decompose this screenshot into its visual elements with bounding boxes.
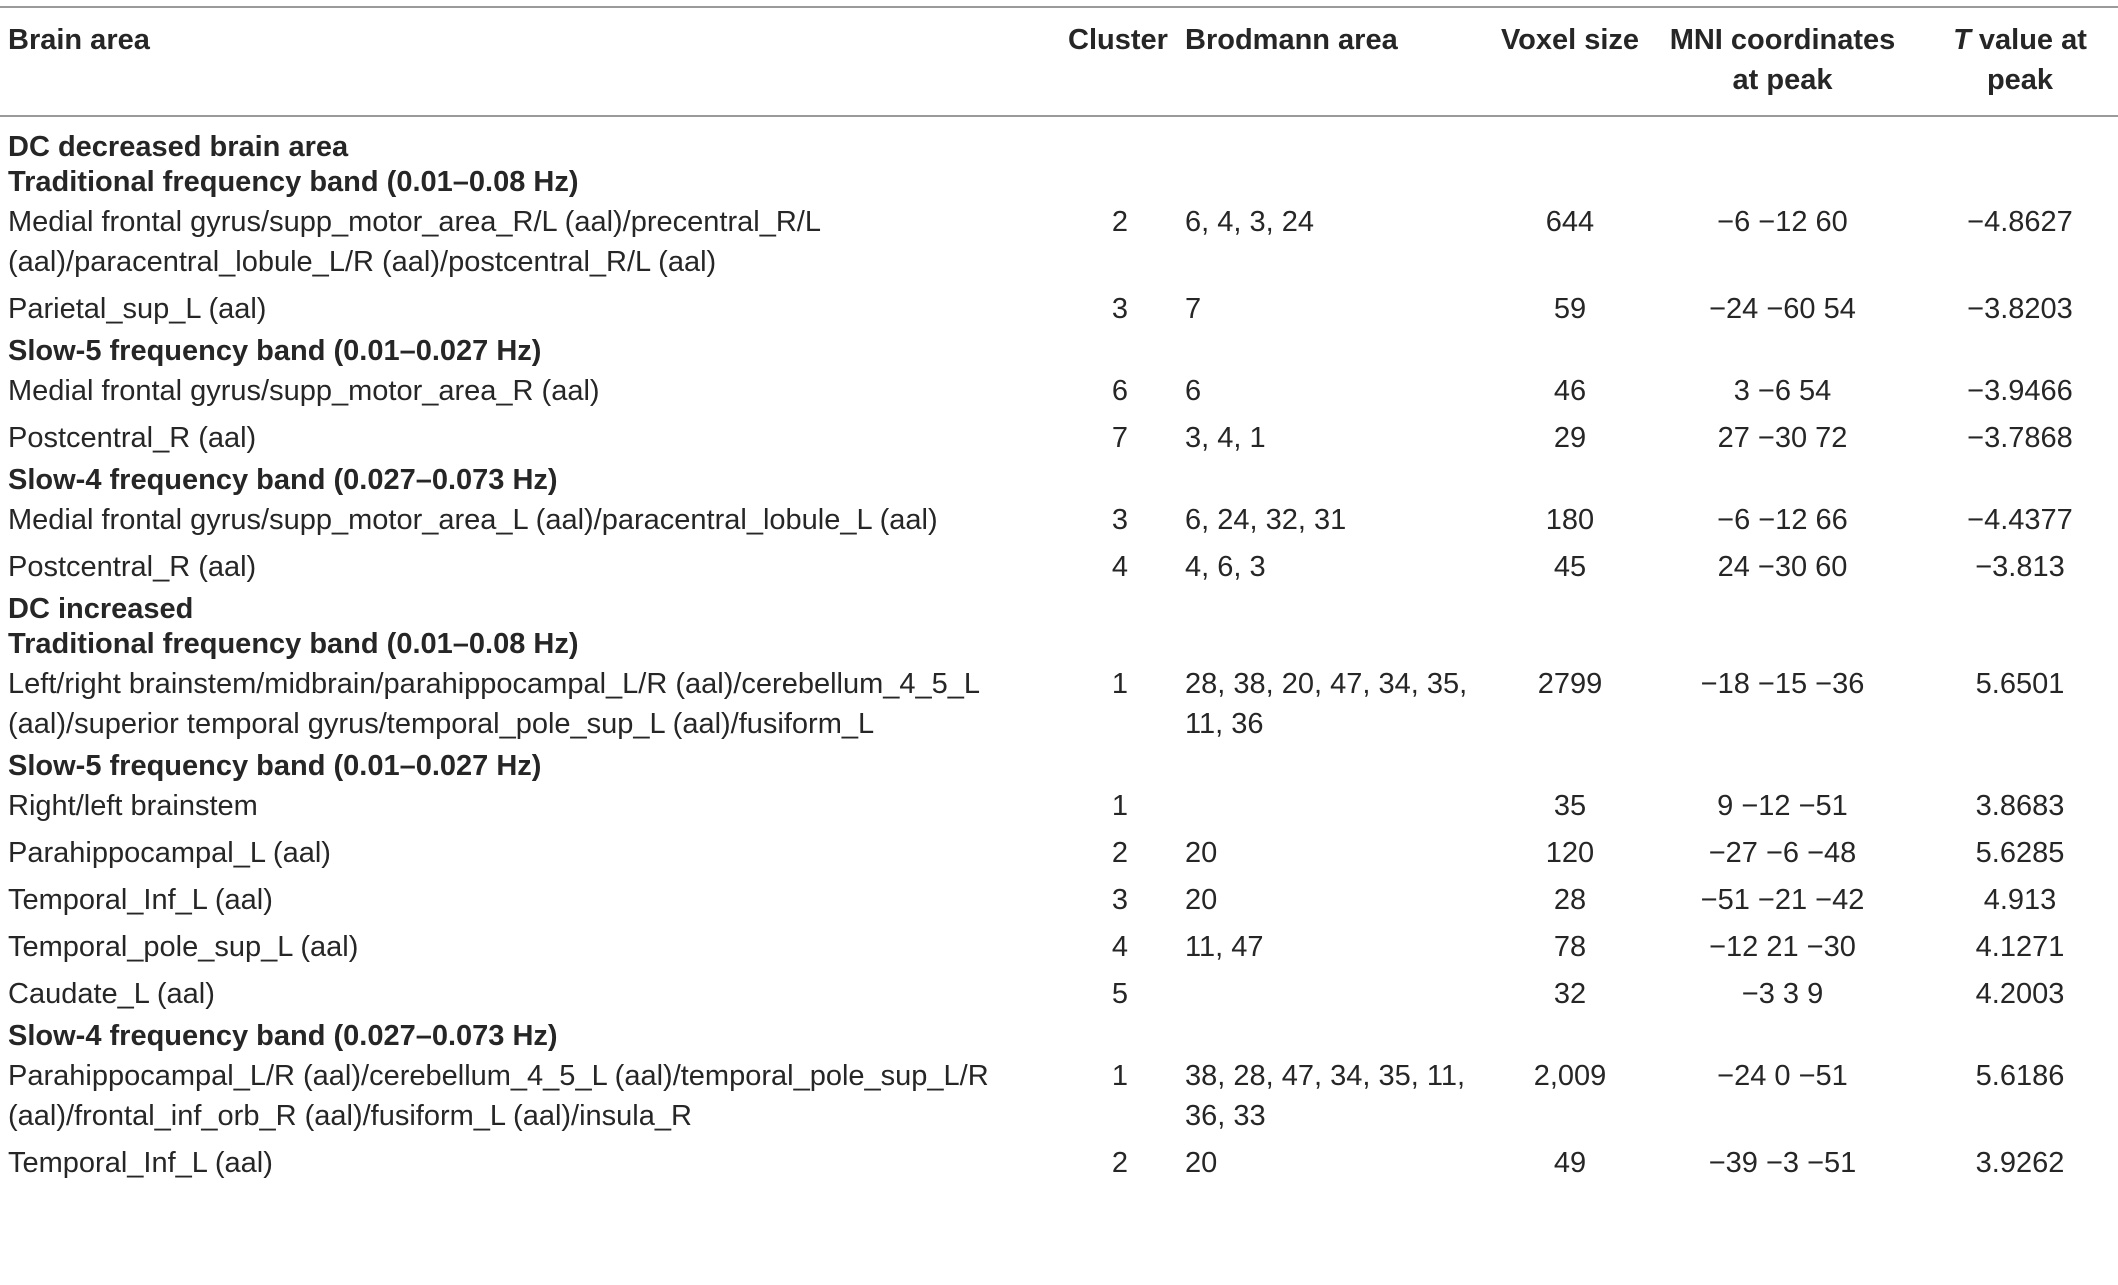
t-value-cell: −4.8627 [1967,206,2073,238]
cluster-cell: 4 [1111,931,1129,963]
section-heading: Traditional frequency band (0.01–0.08 Hz) [8,166,579,198]
header-brain-area: Brain area [8,24,150,56]
brain-area-cell: (aal)/frontal_inf_orb_R (aal)/fusiform_L (aal)/insula_R [8,1100,692,1132]
brodmann-area-cell: 11, 47 [1185,931,1264,963]
t-value-cell: 3.8683 [1975,790,2065,822]
mni-coordinates-cell: −6 −12 60 [1717,206,1848,238]
cluster-cell: 2 [1111,1147,1129,1179]
mni-coordinates-cell: 27 −30 72 [1717,422,1848,454]
t-value-cell: 4.2003 [1975,978,2065,1010]
header-brodmann-area: Brodmann area [1185,24,1398,56]
brodmann-area-cell: 36, 33 [1185,1100,1266,1132]
brain-area-cell: Parietal_sup_L (aal) [8,293,267,325]
header-voxel-size: Voxel size [1500,24,1640,56]
header-t-line2: peak [1986,64,2054,96]
t-value-cell: −3.9466 [1967,375,2073,407]
cluster-cell: 2 [1111,837,1129,869]
section-heading: Slow-4 frequency band (0.027–0.073 Hz) [8,1020,558,1052]
cluster-cell: 3 [1111,504,1129,536]
table-header [0,14,2118,112]
brain-area-cell: (aal)/superior temporal gyrus/temporal_pole_sup_L (aal)/fusiform_L [8,708,875,740]
cluster-cell: 5 [1111,978,1129,1010]
mni-coordinates-cell: 3 −6 54 [1733,375,1832,407]
mni-coordinates-cell: −51 −21 −42 [1700,884,1865,916]
brodmann-area-cell: 20 [1185,884,1218,916]
brain-area-cell: Temporal_Inf_L (aal) [8,1147,273,1179]
section-heading: Slow-5 frequency band (0.01–0.027 Hz) [8,335,542,367]
t-value-cell: 4.1271 [1975,931,2065,963]
mni-coordinates-cell: −39 −3 −51 [1708,1147,1857,1179]
section-heading: DC increased [8,593,194,625]
header-t-value [1925,20,2115,100]
mni-coordinates-cell: −6 −12 66 [1717,504,1848,536]
voxel-size-cell: 46 [1553,375,1587,407]
voxel-size-cell: 35 [1553,790,1587,822]
brodmann-area-cell: 20 [1185,837,1218,869]
mni-coordinates-cell: −18 −15 −36 [1700,668,1865,700]
brain-area-cell: Left/right brainstem/midbrain/parahippocampal_L/R (aal)/cerebellum_4_5_L [8,668,981,700]
voxel-size-cell: 644 [1545,206,1595,238]
mni-coordinates-cell: 9 −12 −51 [1717,790,1848,822]
brain-area-cell: Parahippocampal_L/R (aal)/cerebellum_4_5_L (aal)/temporal_pole_sup_L/R [8,1060,989,1092]
section-heading: DC decreased brain area [8,131,349,163]
t-value-cell: −3.7868 [1967,422,2073,454]
cluster-cell: 4 [1111,551,1129,583]
voxel-size-cell: 32 [1553,978,1587,1010]
t-value-cell: 5.6186 [1975,1060,2065,1092]
section-heading: Slow-4 frequency band (0.027–0.073 Hz) [8,464,558,496]
mni-coordinates-cell: −24 0 −51 [1717,1060,1848,1092]
t-value-cell: 4.913 [1983,884,2057,916]
voxel-size-cell: 28 [1553,884,1587,916]
cluster-cell: 1 [1111,1060,1129,1092]
t-value-cell: −4.4377 [1967,504,2073,536]
cluster-cell: 3 [1111,884,1129,916]
brain-area-cell: Postcentral_R (aal) [8,551,257,583]
brodmann-area-cell: 11, 36 [1185,708,1264,740]
brain-area-cell: Temporal_pole_sup_L (aal) [8,931,359,963]
brain-area-cell: Temporal_Inf_L (aal) [8,884,273,916]
voxel-size-cell: 120 [1545,837,1595,869]
mni-coordinates-cell: −12 21 −30 [1709,931,1856,963]
voxel-size-cell: 2799 [1537,668,1603,700]
brodmann-area-cell: 6, 4, 3, 24 [1185,206,1314,238]
cluster-cell: 1 [1111,668,1129,700]
brodmann-area-cell: 20 [1185,1147,1218,1179]
cluster-cell: 2 [1111,206,1129,238]
t-value-cell: −3.8203 [1967,293,2073,325]
brain-area-cell: Medial frontal gyrus/supp_motor_area_R (aal) [8,375,600,407]
brodmann-area-cell: 28, 38, 20, 47, 34, 35, [1185,668,1468,700]
voxel-size-cell: 45 [1553,551,1587,583]
voxel-size-cell: 78 [1553,931,1587,963]
section-heading: Traditional frequency band (0.01–0.08 Hz) [8,628,579,660]
header-t-line1 [1925,20,2115,60]
brodmann-area-cell: 6, 24, 32, 31 [1185,504,1347,536]
t-value-cell: 5.6501 [1975,668,2065,700]
cluster-cell: 3 [1111,293,1129,325]
section-heading: Slow-5 frequency band (0.01–0.027 Hz) [8,750,542,782]
t-value-cell: −3.813 [1975,551,2065,583]
brain-area-cell: Medial frontal gyrus/supp_motor_area_R/L (aal)/precentral_R/L [8,206,821,238]
mni-coordinates-cell: −3 3 9 [1741,978,1824,1010]
t-value-cell: 3.9262 [1975,1147,2065,1179]
brodmann-area-cell: 6 [1185,375,1202,407]
voxel-size-cell: 180 [1545,504,1595,536]
header-mni-coordinates [1640,20,1925,100]
cluster-cell: 7 [1111,422,1129,454]
table-top-rule [0,6,2118,8]
table-header-rule [0,115,2118,117]
cluster-cell: 6 [1111,375,1129,407]
voxel-size-cell: 59 [1553,293,1587,325]
brain-area-cell: Medial frontal gyrus/supp_motor_area_L (aal)/paracentral_lobule_L (aal) [8,504,938,536]
mni-coordinates-cell: 24 −30 60 [1717,551,1848,583]
brodmann-area-cell: 38, 28, 47, 34, 35, 11, [1185,1060,1466,1092]
brain-area-cell: Parahippocampal_L (aal) [8,837,331,869]
brodmann-area-cell: 4, 6, 3 [1185,551,1266,583]
header-mni-line2: at peak [1732,64,1833,96]
mni-coordinates-cell: −27 −6 −48 [1708,837,1857,869]
voxel-size-cell: 2,009 [1533,1060,1607,1092]
mni-coordinates-cell: −24 −60 54 [1709,293,1856,325]
header-t-italic: T [1953,24,1971,56]
header-t-line1-rest: value at [1970,24,2087,56]
brain-area-cell: Postcentral_R (aal) [8,422,257,454]
header-cluster: Cluster [1068,24,1168,56]
header-mni-line1: MNI coordinates [1669,24,1896,56]
brain-area-cell: (aal)/paracentral_lobule_L/R (aal)/postcentral_R/L (aal) [8,246,717,278]
brain-area-cell: Caudate_L (aal) [8,978,215,1010]
t-value-cell: 5.6285 [1975,837,2065,869]
brain-area-cell: Right/left brainstem [8,790,258,822]
brodmann-area-cell: 7 [1185,293,1202,325]
brodmann-area-cell: 3, 4, 1 [1185,422,1266,454]
cluster-cell: 1 [1111,790,1129,822]
voxel-size-cell: 29 [1553,422,1587,454]
voxel-size-cell: 49 [1553,1147,1587,1179]
